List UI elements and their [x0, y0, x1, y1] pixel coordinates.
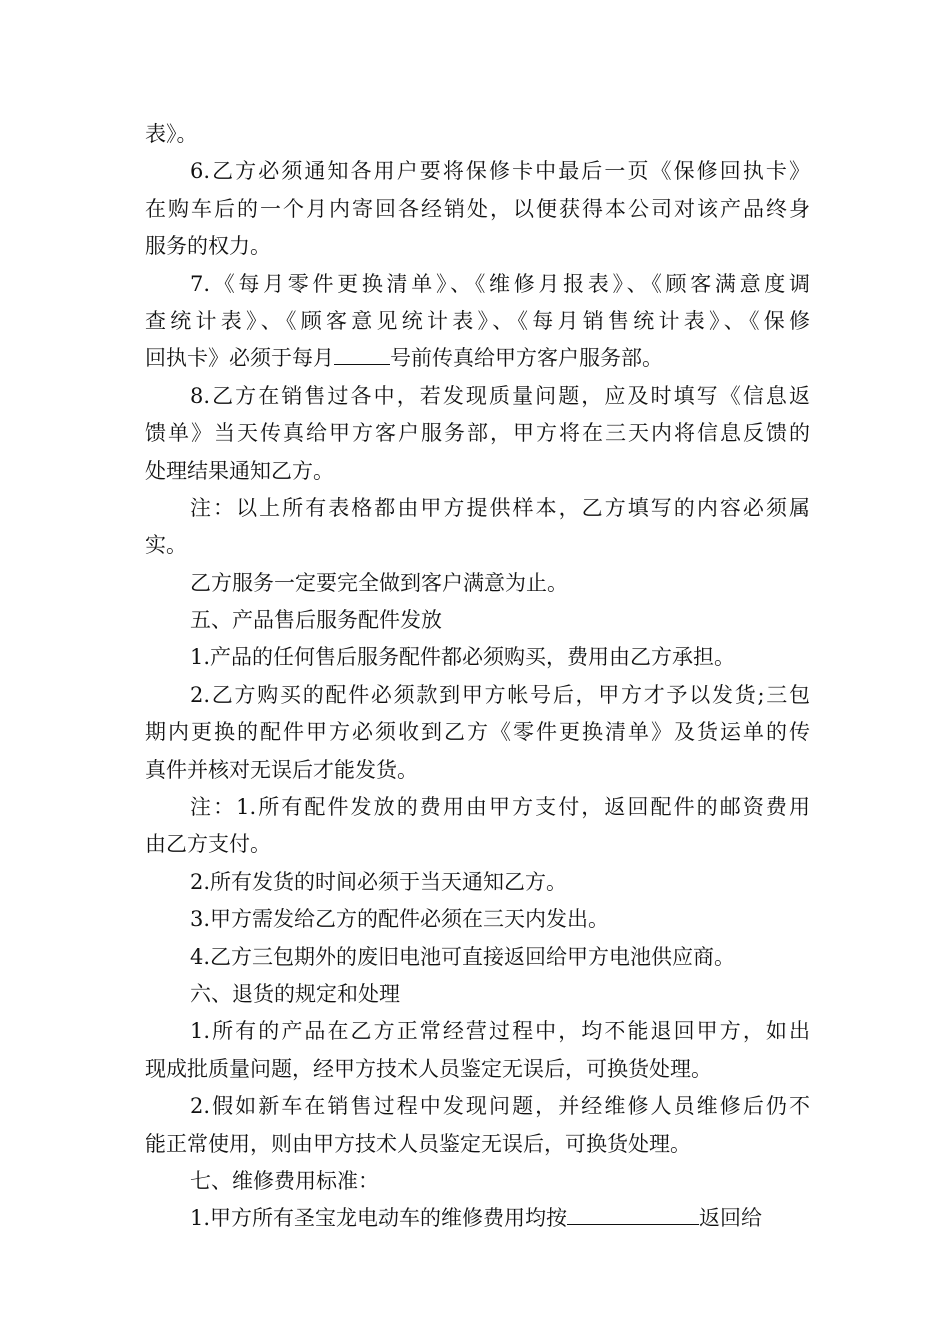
text-line: 1.产品的任何售后服务配件都必须购买，费用由乙方承担。: [190, 645, 736, 670]
text-line: 2.假如新车在销售过程中发现问题，并经维修人员维修后仍不: [190, 1094, 810, 1119]
text-line: 2.乙方购买的配件必须款到甲方帐号后，甲方才予以发货;三包: [190, 682, 810, 707]
text-line: 3.甲方需发给乙方的配件必须在三天内发出。: [190, 907, 610, 932]
text-line: 在购车后的一个月内寄回各经销处，以便获得本公司对该产品终身: [145, 196, 810, 221]
fill-in-blank: [334, 340, 390, 365]
section-heading: 六、退货的规定和处理: [190, 981, 400, 1006]
text-line: 2.所有发货的时间必须于当天通知乙方。: [190, 869, 568, 894]
text-line: 6.乙方必须通知各用户要将保修卡中最后一页《保修回执卡》: [190, 159, 810, 184]
text-line: 处理结果通知乙方。: [145, 458, 334, 483]
text-line: 实。: [145, 533, 187, 558]
text-line: 查统计表》、《顾客意见统计表》、《每月销售统计表》、《保修: [145, 308, 810, 333]
section-heading: 五、产品售后服务配件发放: [190, 608, 442, 633]
fill-in-blank: [567, 1200, 699, 1225]
text-line: 1.所有的产品在乙方正常经营过程中，均不能退回甲方，如出: [190, 1019, 810, 1044]
text-line: 乙方服务一定要完全做到客户满意为止。: [190, 570, 568, 595]
text-segment: 回执卡》必须于每月: [145, 346, 334, 371]
text-segment: 号前传真给甲方客户服务部。: [390, 346, 663, 371]
text-line: 真件并核对无误后才能发货。: [145, 757, 418, 782]
text-line-with-blank: [145, 1200, 810, 1237]
text-line: 7.《每月零件更换清单》、《维修月报表》、《顾客满意度调: [190, 271, 810, 296]
text-line: 8.乙方在销售过各中，若发现质量问题，应及时填写《信息返: [190, 383, 810, 408]
document-body: [145, 116, 810, 1238]
section-heading: 七、维修费用标准：: [190, 1168, 379, 1193]
text-line: 期内更换的配件甲方必须收到乙方《零件更换清单》及货运单的传: [145, 720, 810, 745]
text-line: 注：以上所有表格都由甲方提供样本，乙方填写的内容必须属: [190, 495, 810, 520]
text-line: 能正常使用，则由甲方技术人员鉴定无误后，可换货处理。: [145, 1131, 691, 1156]
text-line: 馈单》当天传真给甲方客户服务部，甲方将在三天内将信息反馈的: [145, 421, 810, 446]
text-line-with-blank: [145, 340, 810, 377]
text-line: 现成批质量问题，经甲方技术人员鉴定无误后，可换货处理。: [145, 1056, 712, 1081]
text-line: 由乙方支付。: [145, 832, 271, 857]
text-line: 表》。: [145, 122, 198, 146]
text-segment: 1.甲方所有圣宝龙电动车的维修费用均按: [190, 1206, 568, 1231]
text-line: 服务的权力。: [145, 234, 271, 259]
text-line: 注：1.所有配件发放的费用由甲方支付，返回配件的邮资费用: [190, 795, 810, 820]
text-segment: 返回给: [699, 1206, 763, 1231]
text-line: 4.乙方三包期外的废旧电池可直接返回给甲方电池供应商。: [190, 944, 736, 969]
